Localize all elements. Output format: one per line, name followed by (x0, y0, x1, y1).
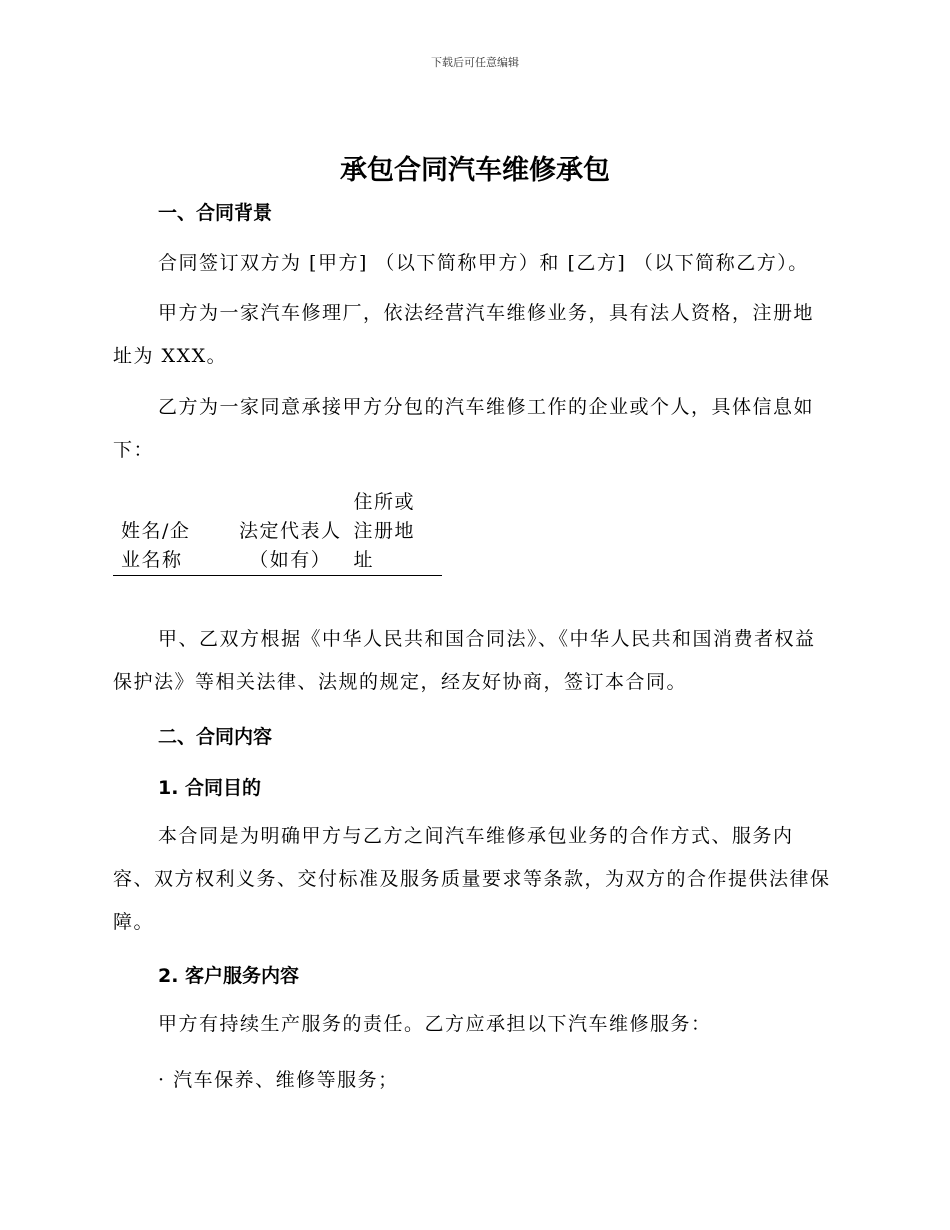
table-header-row (113, 488, 442, 576)
paragraph-service: 甲方有持续生产服务的责任。乙方应承担以下汽车维修服务： (158, 1013, 712, 1035)
section-heading-content: 二、合同内容 (158, 726, 273, 748)
page-header-note: 下载后可任意编辑 (431, 56, 519, 69)
list-item: · 汽车保养、维修等服务； (158, 1069, 399, 1091)
table-header-name: 姓名/企 业名称 (121, 520, 191, 571)
table-header-legal-rep: 法定代表人 （如有） (238, 520, 342, 571)
document-title: 承包合同汽车维修承包 (340, 155, 610, 186)
table-header-address: 住所或 注册地 址 (353, 491, 416, 571)
party-b-info-table (113, 488, 442, 576)
subheading-purpose: 1. 合同目的 (158, 777, 262, 799)
paragraph-purpose: 本合同是为明确甲方与乙方之间汽车维修承包业务的合作方式、服务内容、双方权利义务、交付标准及服务质量要求等条款，为双方的合作提供法律保障。 (113, 825, 831, 933)
paragraph-parties: 合同签订双方为 [甲方] （以下简称甲方）和 [乙方] （以下简称乙方）。 (158, 252, 809, 274)
section-heading-background: 一、合同背景 (158, 202, 273, 224)
paragraph-legal-basis: 甲、乙双方根据《中华人民共和国合同法》、《中华人民共和国消费者权益保护法》等相关法律、法规的规定，经友好协商，签订本合同。 (113, 628, 816, 693)
paragraph-party-a: 甲方为一家汽车修理厂，依法经营汽车维修业务，具有法人资格，注册地址为 XXX。 (113, 302, 815, 367)
paragraph-party-b: 乙方为一家同意承接甲方分包的汽车维修工作的企业或个人，具体信息如下： (113, 396, 815, 461)
subheading-service-content: 2. 客户服务内容 (158, 965, 300, 987)
